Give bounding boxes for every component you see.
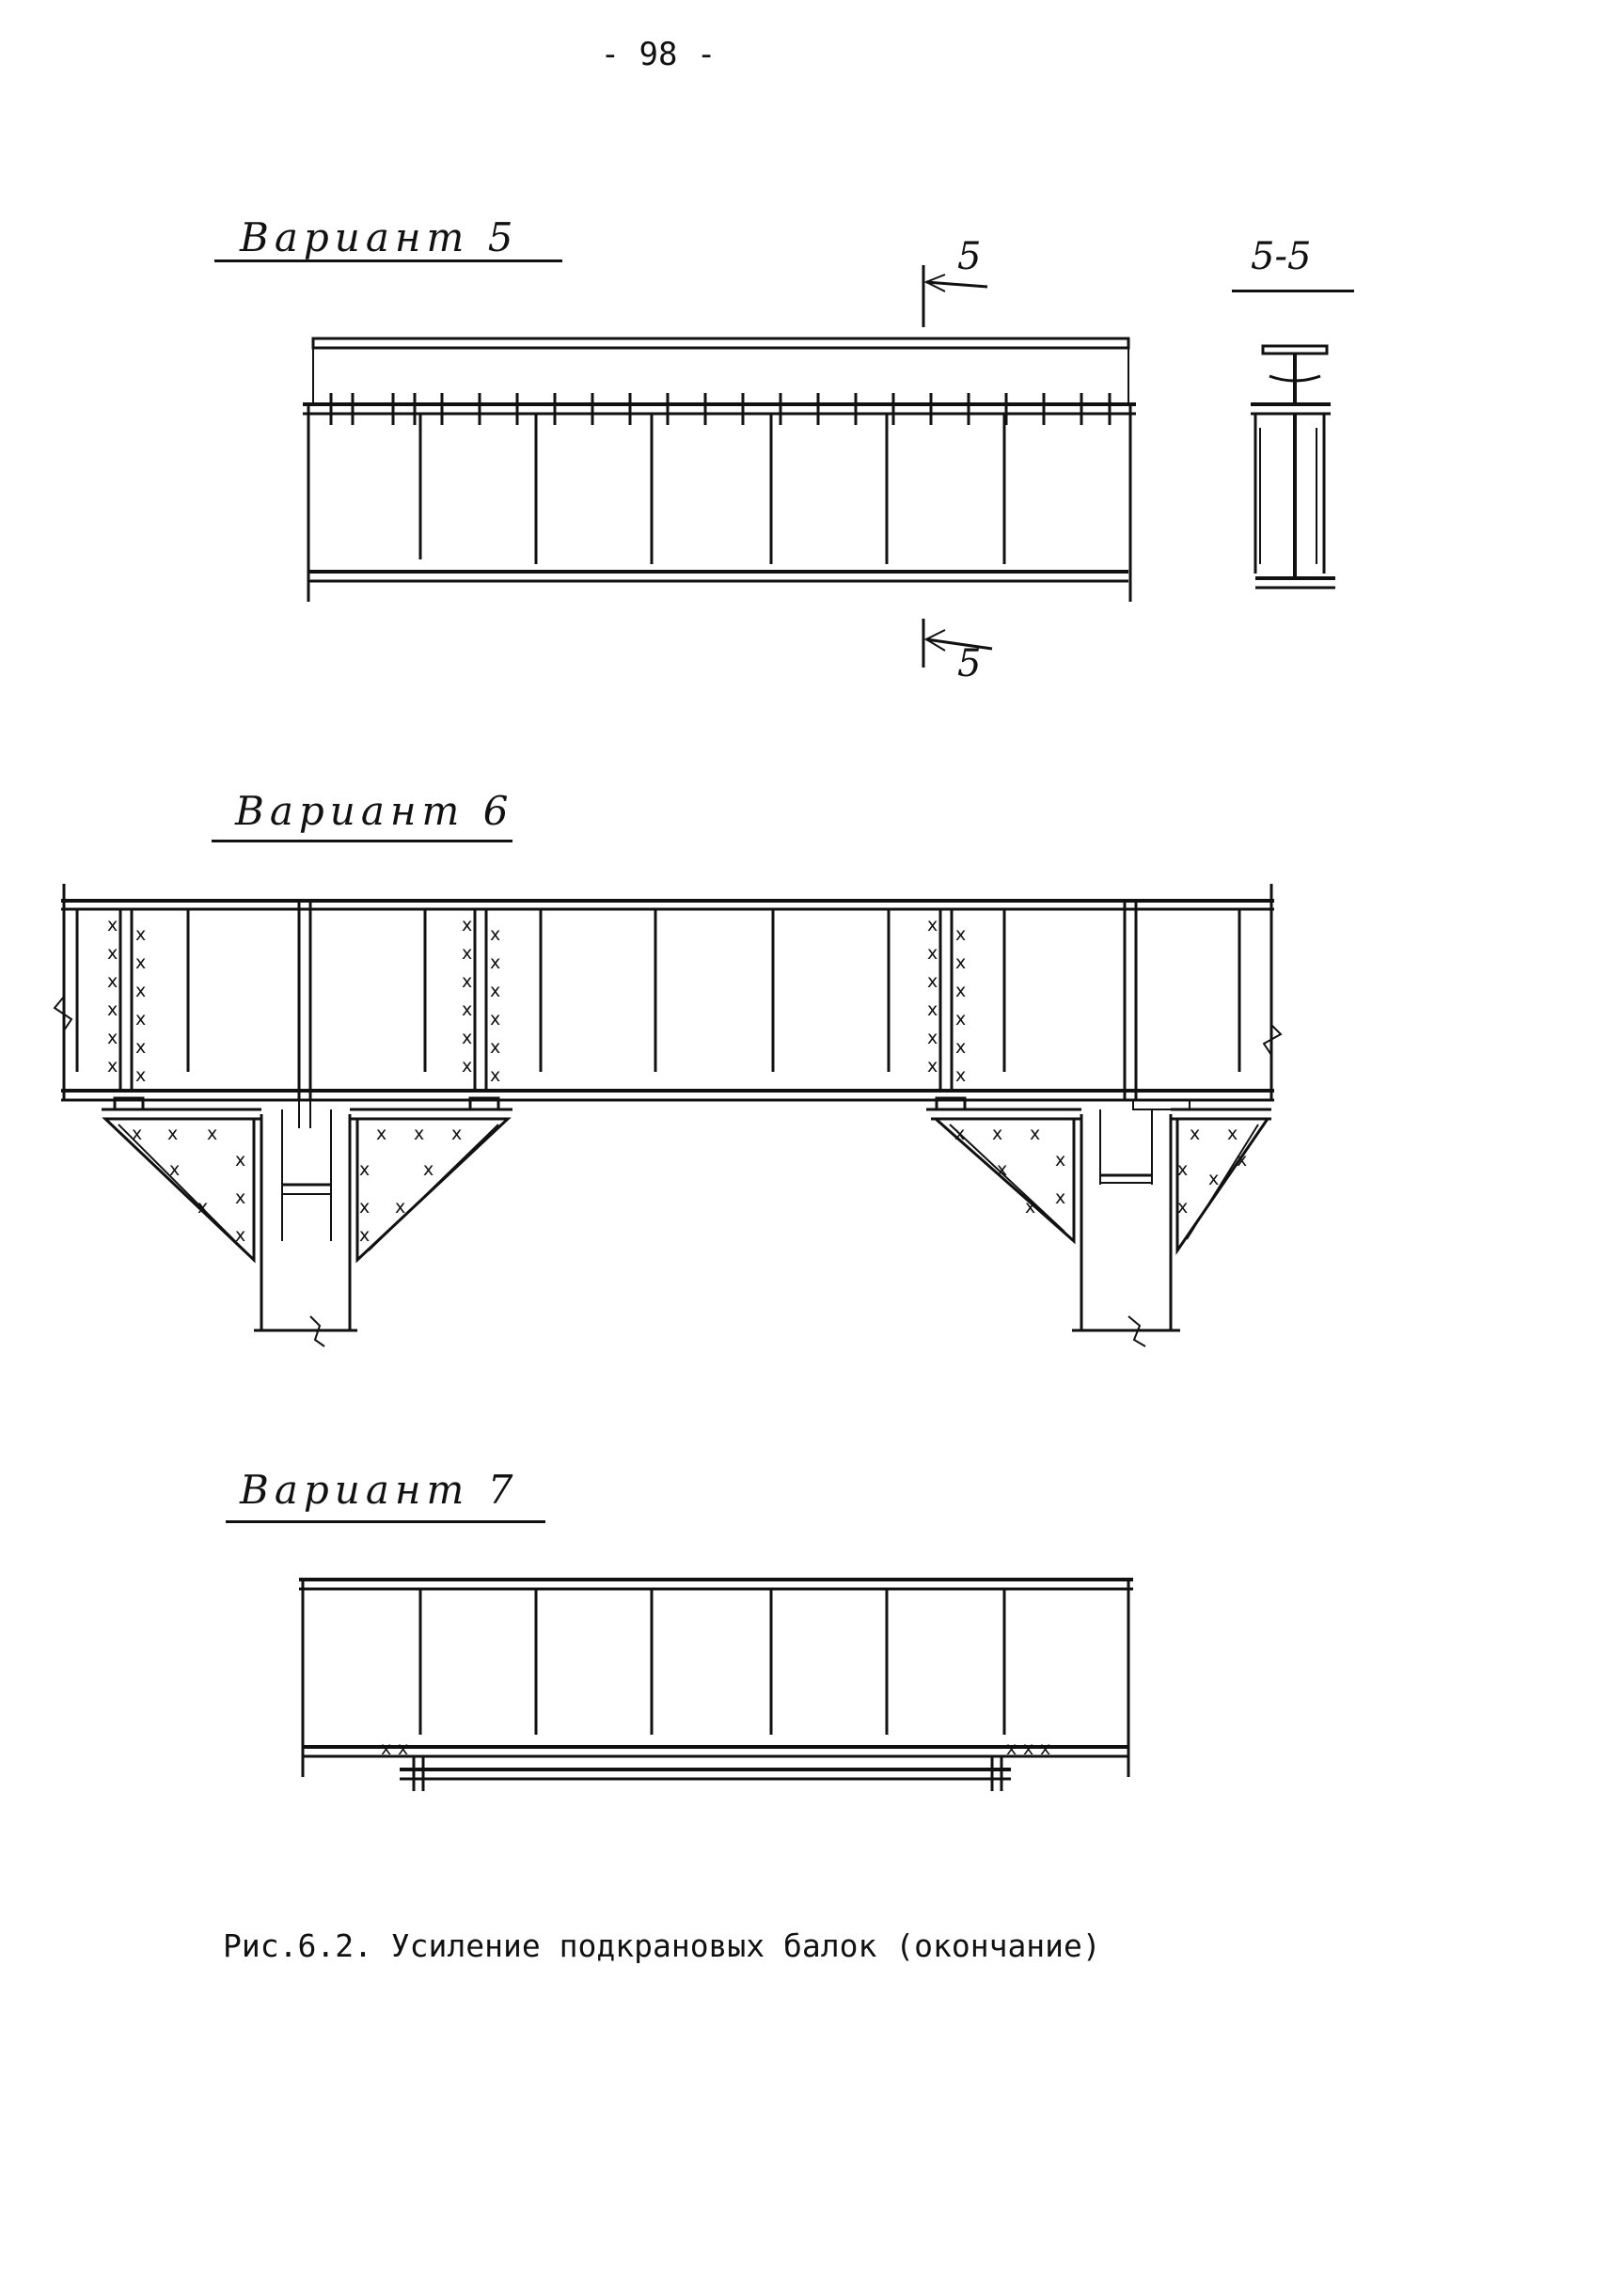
svg-text:x: x — [135, 1037, 147, 1058]
svg-text:x: x — [992, 1124, 1003, 1144]
svg-text:x: x — [927, 915, 938, 936]
section-mark-bottom: 5 — [957, 642, 982, 685]
svg-text:x: x — [955, 981, 967, 1001]
svg-text:x: x — [359, 1197, 371, 1218]
svg-text:x: x — [1006, 1738, 1017, 1759]
v5-top-plate — [313, 338, 1128, 348]
svg-text:x: x — [395, 1197, 406, 1218]
variant-5-title: Вариант 5 — [240, 214, 519, 260]
svg-text:x: x — [1040, 1738, 1051, 1759]
v5-rivets — [331, 393, 1110, 425]
svg-text:x: x — [490, 1009, 501, 1030]
svg-text:x: x — [1023, 1738, 1034, 1759]
svg-text:x: x — [462, 915, 473, 936]
v6-left-support — [102, 1100, 512, 1346]
svg-text:x: x — [235, 1150, 246, 1171]
svg-text:x: x — [462, 1056, 473, 1077]
v6-right-support — [926, 1109, 1271, 1346]
svg-text:x: x — [376, 1124, 387, 1144]
svg-text:x: x — [381, 1738, 392, 1759]
svg-text:x: x — [490, 924, 501, 945]
svg-text:x: x — [359, 1159, 371, 1180]
svg-text:x: x — [135, 981, 147, 1001]
svg-text:x: x — [398, 1738, 409, 1759]
svg-text:x: x — [169, 1159, 181, 1180]
svg-text:x: x — [1208, 1169, 1220, 1189]
svg-text:x: x — [207, 1124, 218, 1144]
variant-6-beams — [55, 884, 1281, 1109]
v7-stiffeners — [420, 1589, 1004, 1735]
svg-text:x: x — [167, 1124, 179, 1144]
svg-text:x: x — [997, 1159, 1008, 1180]
svg-text:x: x — [1030, 1124, 1041, 1144]
svg-text:x: x — [135, 1009, 147, 1030]
svg-text:x: x — [954, 1124, 966, 1144]
section-mark-top: 5 — [957, 235, 982, 278]
svg-text:x: x — [235, 1225, 246, 1246]
svg-text:x: x — [955, 1037, 967, 1058]
svg-text:x: x — [1055, 1187, 1066, 1208]
svg-text:x: x — [1190, 1124, 1201, 1144]
svg-text:x: x — [135, 1065, 147, 1086]
svg-text:x: x — [197, 1197, 209, 1218]
v5-stiffeners — [420, 414, 1004, 564]
svg-text:x: x — [107, 971, 118, 992]
svg-text:x: x — [490, 1037, 501, 1058]
svg-text:x: x — [235, 1187, 246, 1208]
svg-text:x: x — [927, 943, 938, 964]
svg-text:x: x — [1025, 1197, 1036, 1218]
svg-text:x: x — [927, 971, 938, 992]
svg-text:x: x — [359, 1225, 371, 1246]
v6-welded-stiffeners — [107, 909, 966, 1091]
figure-caption: Рис.6.2. Усиление подкрановых балок (окончание) — [223, 1927, 1101, 1964]
svg-text:x: x — [462, 943, 473, 964]
svg-text:x: x — [462, 1028, 473, 1048]
svg-text:x: x — [1177, 1159, 1189, 1180]
svg-text:x: x — [1177, 1197, 1189, 1218]
svg-text:x: x — [955, 924, 967, 945]
svg-text:x: x — [490, 981, 501, 1001]
svg-text:x: x — [107, 999, 118, 1020]
svg-text:x: x — [462, 999, 473, 1020]
svg-text:x: x — [414, 1124, 425, 1144]
svg-text:x: x — [423, 1159, 434, 1180]
variant-5-beam — [303, 265, 1136, 668]
page-number: - 98 - — [600, 36, 717, 73]
section-5-5-label: 5-5 — [1251, 235, 1312, 278]
svg-text:x: x — [1055, 1150, 1066, 1171]
svg-text:x: x — [955, 1009, 967, 1030]
variant-7-beam — [299, 1580, 1133, 1791]
svg-text:x: x — [135, 952, 147, 973]
svg-text:x: x — [490, 1065, 501, 1086]
svg-text:x: x — [451, 1124, 463, 1144]
svg-text:x: x — [107, 915, 118, 936]
svg-text:x: x — [955, 1065, 967, 1086]
svg-text:x: x — [462, 971, 473, 992]
svg-text:x: x — [132, 1124, 143, 1144]
section-5-5-drawing — [1251, 346, 1335, 588]
v5-section-cut-marks — [923, 265, 992, 668]
svg-text:x: x — [1227, 1124, 1238, 1144]
svg-text:x: x — [1237, 1150, 1248, 1171]
svg-text:x: x — [490, 952, 501, 973]
svg-text:x: x — [927, 999, 938, 1020]
svg-text:x: x — [107, 943, 118, 964]
v6-stiffeners — [77, 909, 1239, 1072]
variant-6-title: Вариант 6 — [235, 788, 514, 834]
svg-text:x: x — [107, 1028, 118, 1048]
svg-text:x: x — [927, 1056, 938, 1077]
svg-text:x: x — [135, 924, 147, 945]
variant-7-title: Вариант 7 — [240, 1467, 519, 1513]
svg-text:x: x — [927, 1028, 938, 1048]
svg-text:x: x — [955, 952, 967, 973]
svg-text:x: x — [107, 1056, 118, 1077]
